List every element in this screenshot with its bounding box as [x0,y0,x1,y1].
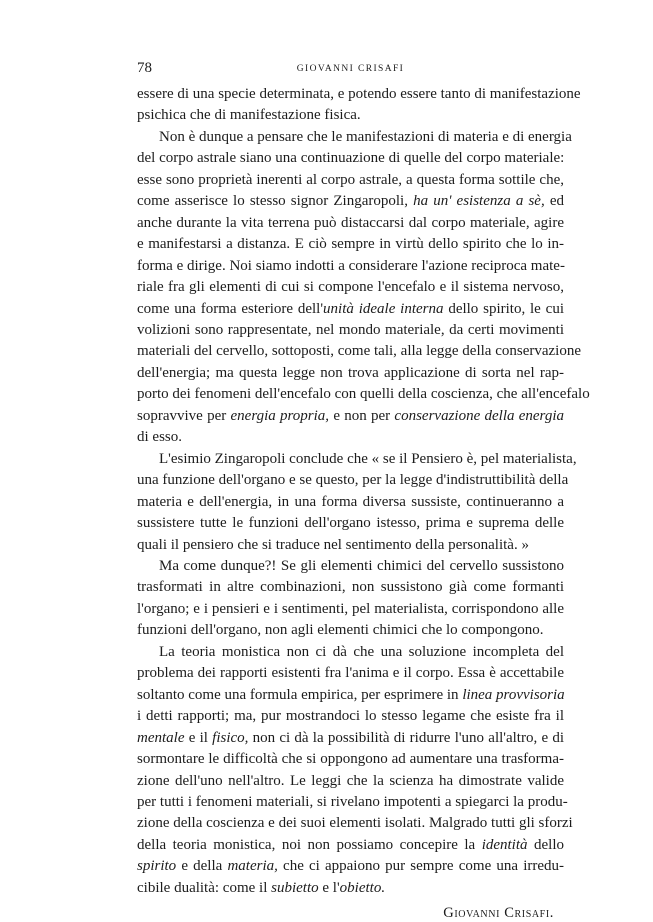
text-segment: soltanto come una formula empirica, per esprimere in [137,686,463,703]
italic-text: spirito [137,858,177,875]
italic-text: energia propria, [230,407,330,424]
page-number: 78 [137,60,152,76]
italic-text: subietto [271,879,319,896]
text-segment: per tutti i fenomeni materiali, si rivelano impotenti a spiegarci la produ- [137,793,568,810]
text-segment: e della [176,858,228,875]
text-segment: riale fra gli elementi di cui si compone l'encefalo e il sistema nervoso, [137,279,564,296]
text-line [137,234,564,255]
italic-text: mentale [137,729,185,746]
text-segment: che ci appaiono pur sempre come una irredu- [277,858,565,875]
text-line [137,835,564,856]
text-line [137,277,564,298]
text-line [137,191,564,212]
text-line [137,256,564,277]
text-segment: Non è dunque a pensare che le manifestazioni di materia e di energia [159,128,572,145]
text-segment: L'esimio Zingaropoli conclude che « se il Pensiero è, pel materialista, [159,450,577,467]
text-line [137,384,590,405]
text-line [137,642,564,663]
text-line [137,856,564,877]
italic-text: obietto. [339,879,386,896]
text-segment: dello [527,836,564,853]
text-segment: del corpo astrale siano una continuazione di quelle del corpo materiale: [137,150,565,167]
italic-text: materia, [227,858,278,875]
text-segment: cibile dualità: come il [137,879,272,896]
text-segment: esse sono proprietà inerenti al corpo astrale, a questa forma sottile che, [137,171,564,188]
text-segment: zione dell'uno nell'altro. Le leggi che la scienza ha dimostrate valide [137,772,564,789]
text-line [137,577,564,598]
text-segment: e non per [329,407,395,424]
text-segment: e il [184,729,213,746]
text-segment: volizioni sono rappresentate, nel mondo materiale, da certi movimenti [137,321,564,338]
text-segment: e l' [318,879,340,896]
text-segment: Ma come dunque?! Se gli elementi chimici del cervello sussistono [159,557,564,574]
text-segment: materia e dell'energia, in una forma diversa sussiste, continueranno a [137,493,564,510]
text-segment: funzioni dell'organo, non agli elementi chimici che lo compongono. [137,622,544,639]
italic-text: identità [481,836,528,853]
running-head: GIOVANNI CRISAFI [296,64,405,74]
text-line [137,406,564,427]
text-line [137,363,564,384]
text-segment: l'organo; e i pensieri e i sentimenti, pel materialista, corrispondono alle [137,600,564,617]
text-segment: come una forma esteriore dell' [137,300,324,317]
signature: Giovanni Crisafi. [443,905,554,922]
italic-text: linea provvisoria [462,686,565,703]
paragraph [137,127,590,449]
text-line [137,771,564,792]
text-segment: di esso. [137,429,182,446]
text-line [137,556,564,577]
text-segment: porto dei fenomeni dell'encefalo con quelli della coscienza, che all'encefalo [137,386,590,403]
text-line [137,449,577,470]
text-line [137,620,564,641]
text-line [137,341,581,362]
text-segment: i detti rapporti; ma, pur mostrandoci lo stesso legame che esiste fra il [137,708,564,725]
paragraph [137,642,573,899]
text-segment: sopravvive per [137,407,231,424]
text-segment: dello spirito, le cui [443,300,564,317]
text-segment: una funzione dell'organo e se questo, per la legge d'indistruttibilità della [137,472,569,489]
text-segment: materiali del cervello, sottoposti, come tali, alla legge della conservazione [137,343,581,360]
text-segment: non ci dà la possibilità di ridurre l'uno all'altro, e di [248,729,564,746]
text-segment: problema dei rapporti esistenti fra l'anima e il corpo. Essa è accettabile [137,665,564,682]
text-line [137,599,564,620]
text-line [137,148,564,169]
text-line [137,749,564,770]
text-segment: della teoria monistica, noi non possiamo concepire la [137,836,482,853]
text-line [137,170,564,191]
text-segment: La teoria monistica non ci dà che una soluzione incompleta del [159,643,564,660]
text-line [137,470,569,491]
text-segment: ed [544,193,564,210]
text-line [137,127,572,148]
italic-text: conservazione della energia [394,407,565,424]
text-line [137,728,564,749]
text-segment: e manifestarsi a distanza. E ciò sempre in virtù dello spirito che lo in- [137,236,564,253]
paragraph [137,556,564,642]
paragraph [137,84,581,127]
text-segment: essere di una specie determinata, e potendo essere tanto di manifestazione [137,86,581,102]
text-line [137,878,564,899]
text-segment: dell'energia; ma questa legge non trova applicazione di sorta nel rap- [137,364,564,381]
text-line [137,813,573,834]
text-line [137,685,564,706]
text-line [137,299,564,320]
text-segment: come asserisce lo stesso signor Zingaropoli, [137,193,414,210]
text-line [137,535,564,556]
text-line [137,427,564,448]
text-line [137,792,568,813]
page-header [137,60,564,80]
paragraphs [137,84,590,899]
text-segment: quali il pensiero che si traduce nel sentimento della personalità. » [137,536,529,553]
text-line [137,320,564,341]
article-body [137,84,590,922]
text-line [137,213,564,234]
text-line [137,663,564,684]
text-line [137,513,564,534]
text-segment: anche durante la vita terrena può distaccarsi dal corpo materiale, agire [137,214,564,231]
italic-text: unità ideale interna [323,300,444,317]
text-segment: sussistere tutte le funzioni dell'organo istesso, prima e suprema delle [137,515,564,532]
text-line [137,492,564,513]
text-segment: forma e dirige. Noi siamo indotti a considerare l'azione reciproca mate- [137,257,565,274]
paragraph [137,449,577,556]
italic-text: ha un' esistenza a sè, [413,193,545,210]
italic-text: fisico, [212,729,249,746]
text-segment: zione della coscienza e dei suoi elementi isolati. Malgrado tutti gli sforzi [137,815,573,832]
text-segment: trasformati in altre combinazioni, non sussistono già come formanti [137,579,564,596]
text-segment: sormontare le difficoltà che si oppongono ad aumentare una trasforma- [137,751,564,768]
text-line [137,105,564,126]
text-line [137,706,564,727]
text-segment: psichica che di manifestazione fisica. [137,107,361,124]
text-line [137,84,581,105]
